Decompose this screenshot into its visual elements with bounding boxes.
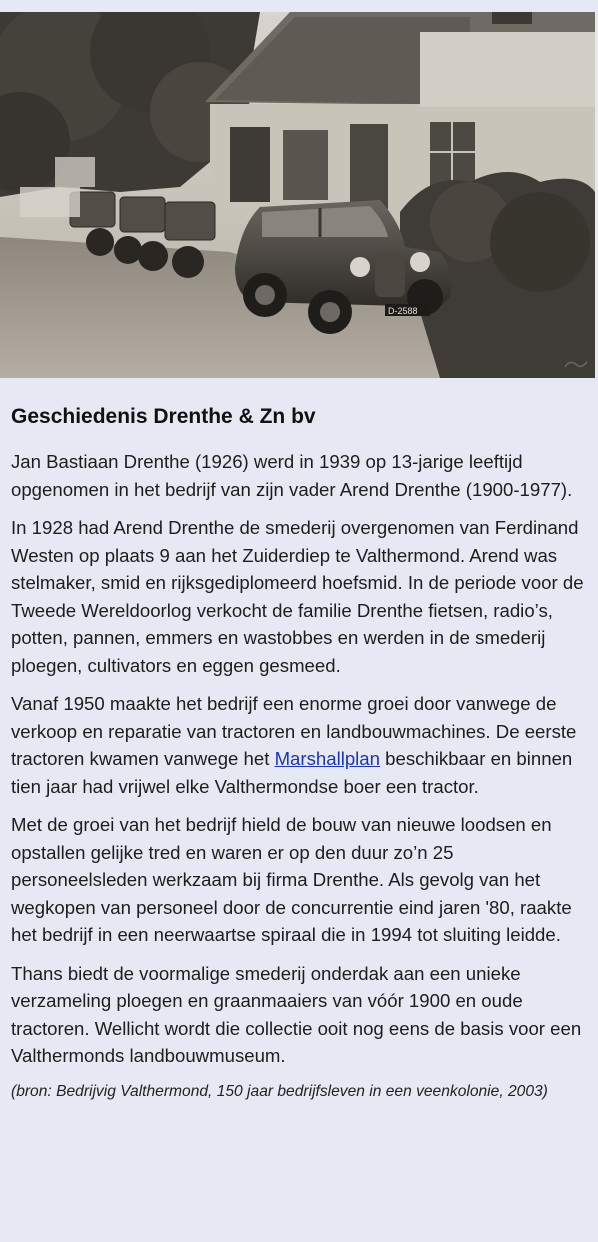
page-title: Geschiedenis Drenthe & Zn bv: [11, 405, 316, 428]
paragraph-3-before: Vanaf 1950 maakte het bedrijf een enorme groei door vanwege de verkoop en reparatie van tractoren en landbouwmachines. De eerste tractoren kwamen vanwege het: [11, 693, 577, 769]
license-plate-text: D-2588: [388, 306, 418, 316]
historic-photo: [0, 12, 595, 378]
paragraph-4: Met de groei van het bedrijf hield de bouw van nieuwe loodsen en opstallen gelijke tred en waren er op den duur zo’n 25 personeelsleden werkzaam bij firma Drenthe. Als gevolg van het wegkopen van personeel door de concurrentie eind jaren '80, raakte het bedrijf in een neerwaartse spiraal die in 1994 tot sluiting leidde.: [11, 814, 572, 945]
paragraph-3-after: beschikbaar en binnen tien jaar had vrijwel elke Valthermondse boer een tractor.: [11, 748, 573, 797]
historic-photo-icon: [0, 12, 595, 378]
paragraph-2: In 1928 had Arend Drenthe de smederij overgenomen van Ferdinand Westen op plaats 9 aan het Zuiderdiep te Valthermond. Arend was stelmaker, smid en rijksgediplomeerd hoefsmid. In de periode voor de Tweede Wereldoorlog verkocht de familie Drenthe fietsen, radio’s, potten, pannen, emmers en wastobbes en werden in de smederij ploegen, cultivators en eggen gesmeed.: [11, 517, 584, 676]
source-citation: (bron: Bedrijvig Valthermond, 150 jaar bedrijfsleven in een veenkolonie, 2003): [11, 1082, 548, 1100]
marshallplan-link[interactable]: Marshallplan: [274, 748, 380, 769]
paragraph-5: Thans biedt de voormalige smederij onderdak aan een unieke verzameling ploegen en graanmaaiers van vóór 1900 en oude tractoren. Wellicht wordt die collectie ooit nog eens de basis voor een Valthermonds landbouwmuseum.: [11, 962, 582, 1066]
paragraph-1: Jan Bastiaan Drenthe (1926) werd in 1939 op 13-jarige leeftijd opgenomen in het bedrijf van zijn vader Arend Drenthe (1900-1977).: [11, 451, 573, 500]
article-content: [11, 402, 595, 1103]
paragraph-3: [11, 690, 595, 800]
